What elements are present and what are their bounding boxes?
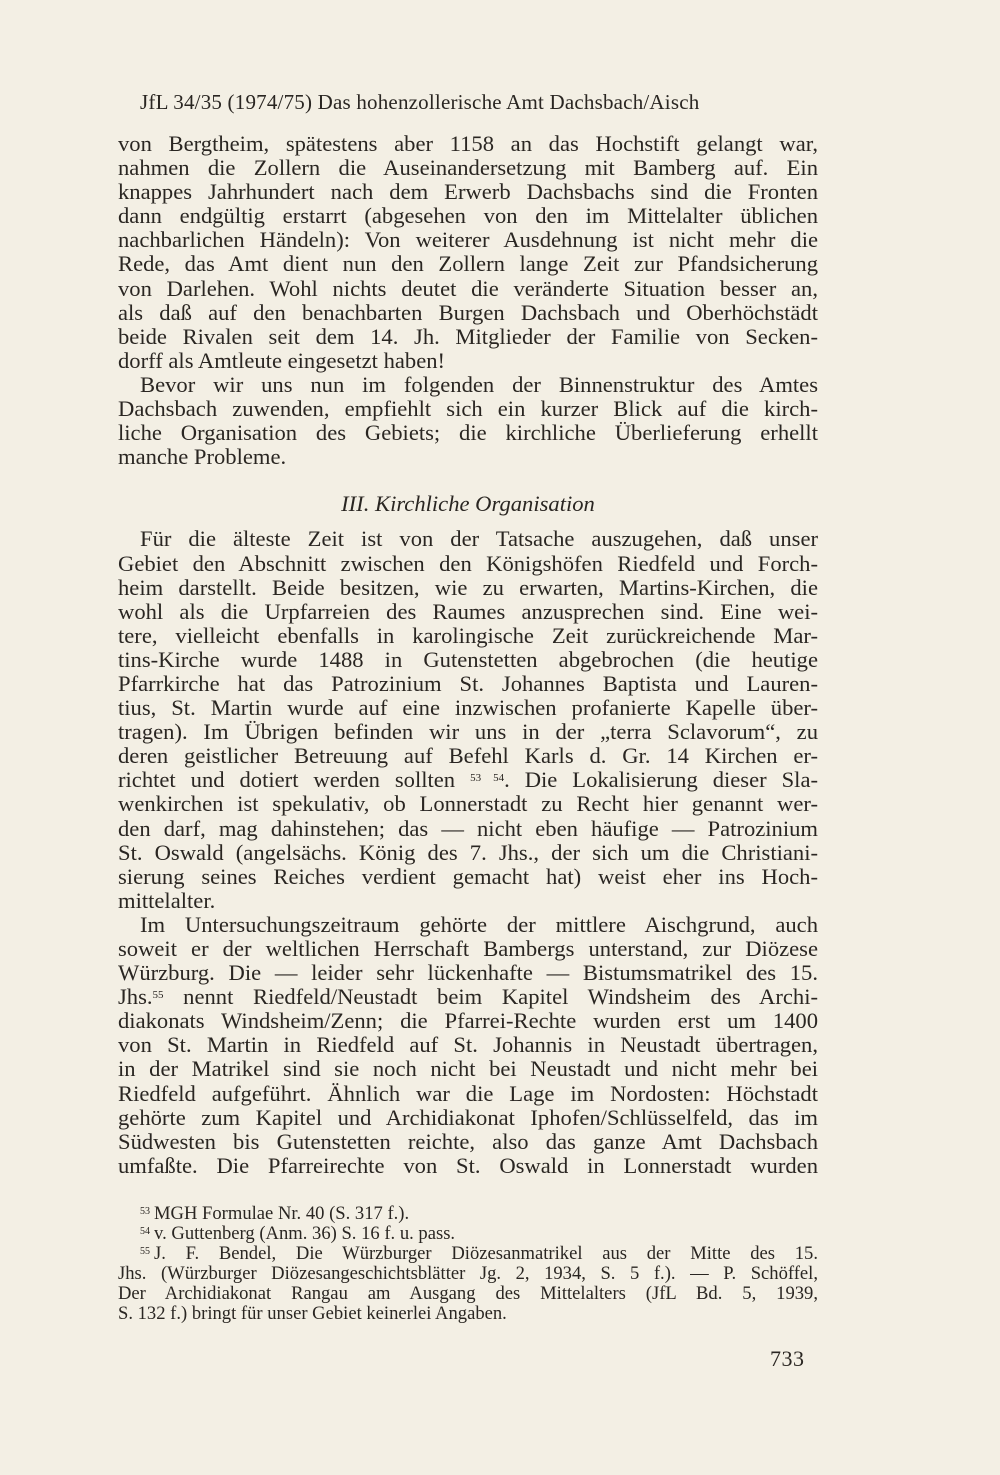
text-line: heim darstellt. Beide besitzen, wie zu erwarten, Martins-Kirchen, die bbox=[118, 574, 818, 600]
footnote-text: J. F. Bendel, Die Würzburger Diözesanmatrikel aus der Mitte des 15. bbox=[154, 1243, 818, 1264]
text-line: tius, St. Martin wurde auf eine inzwischen profanierte Kapelle über- bbox=[118, 695, 818, 721]
footnote-number: 54 bbox=[140, 1226, 150, 1237]
text-line: tins-Kirche wurde 1488 in Gutenstetten abgebrochen (die heutige bbox=[118, 646, 818, 672]
text-line: Pfarrkirche hat das Patrozinium St. Johannes Baptista und Lauren- bbox=[118, 670, 818, 696]
text-line: gehörte zum Kapitel und Archidiakonat Iphofen/Schlüsselfeld, das im bbox=[118, 1104, 818, 1130]
running-header: JfL 34/35 (1974/75) Das hohenzollerische Amt Dachsbach/Aisch bbox=[140, 90, 700, 114]
text-line bbox=[118, 985, 818, 1009]
text-line: nachbarlichen Händeln): Von weiterer Ausdehnung ist nicht mehr die bbox=[118, 227, 818, 253]
text-line: diakonats Windsheim/Zenn; die Pfarrei-Rechte wurden erst um 1400 bbox=[118, 1008, 818, 1034]
text-line: mittelalter. bbox=[118, 887, 216, 913]
footnote-reference: 55 bbox=[152, 989, 164, 1002]
text-line: wohl als die Urpfarreien des Raumes anzusprechen sind. Eine wei- bbox=[118, 598, 818, 624]
body-text bbox=[118, 132, 818, 1178]
text-line: Riedfeld aufgeführt. Ähnlich war die Lage im Nordosten: Höchstadt bbox=[118, 1080, 818, 1106]
text-line: Gebiet den Abschnitt zwischen den Königshöfen Riedfeld und Forch- bbox=[118, 550, 818, 576]
section-heading: III. Kirchliche Organisation bbox=[341, 491, 595, 517]
paragraph-1 bbox=[118, 132, 818, 373]
footnote-54 bbox=[118, 1224, 818, 1244]
text-line: Bevor wir uns nun im folgenden der Binnenstruktur des Amtes bbox=[140, 371, 818, 397]
footnote-number: 55 bbox=[140, 1246, 150, 1257]
text-span: Jhs. bbox=[118, 984, 153, 1010]
paragraph-4 bbox=[118, 913, 818, 1178]
text-line: beide Rivalen seit dem 14. Jh. Mitglieder der Familie von Secken- bbox=[118, 323, 818, 349]
text-line: tere, vielleicht ebenfalls in karolingische Zeit zurückreichende Mar- bbox=[118, 622, 818, 648]
text-line: von St. Martin in Riedfeld auf St. Johannis in Neustadt übertragen, bbox=[118, 1032, 818, 1058]
text-line: Rede, das Amt dient nun den Zollern lange Zeit zur Pfandsicherung bbox=[118, 251, 818, 277]
text-line: Südwesten bis Gutenstetten reichte, also das ganze Amt Dachsbach bbox=[118, 1128, 818, 1154]
footnotes bbox=[118, 1204, 818, 1324]
paragraph-3 bbox=[118, 527, 818, 913]
footnote-reference: 53 54 bbox=[470, 772, 505, 785]
text-line: von Darlehen. Wohl nichts deutet die veränderte Situation besser an, bbox=[118, 275, 818, 301]
text-line: in der Matrikel sind sie noch nicht bei Neustadt und nicht mehr bei bbox=[118, 1056, 818, 1082]
text-line: dorff als Amtleute eingesetzt haben! bbox=[118, 347, 446, 373]
text-line bbox=[118, 768, 818, 792]
footnote-53 bbox=[118, 1204, 818, 1224]
footnote-text: v. Guttenberg (Anm. 36) S. 16 f. u. pass. bbox=[154, 1223, 456, 1244]
text-span: . Die Lokalisierung dieser Sla- bbox=[504, 767, 818, 793]
paragraph-2 bbox=[118, 373, 818, 469]
footnote-line: Der Archidiakonat Rangau am Ausgang des Mittelalters (JfL Bd. 5, 1939, bbox=[118, 1283, 818, 1304]
footnote-number: 53 bbox=[140, 1206, 150, 1217]
text-line: Für die älteste Zeit ist von der Tatsache auszugehen, daß unser bbox=[140, 526, 818, 552]
text-line: von Bergtheim, spätestens aber 1158 an das Hochstift gelangt war, bbox=[118, 131, 818, 156]
text-line: Im Untersuchungszeitraum gehörte der mittlere Aischgrund, auch bbox=[140, 911, 818, 937]
text-line: Würzburg. Die — leider sehr lückenhafte — Bistumsmatrikel des 15. bbox=[118, 960, 818, 986]
text-line: soweit er der weltlichen Herrschaft Bambergs unterstand, zur Diözese bbox=[118, 936, 818, 961]
text-span: richtet und dotiert werden sollten bbox=[118, 767, 456, 793]
text-line: nahmen die Zollern die Auseinandersetzung mit Bamberg auf. Ein bbox=[118, 155, 818, 181]
text-line: tragen). Im Übrigen befinden wir uns in der „terra Sclavorum“, zu bbox=[118, 719, 818, 745]
text-span: nennt Riedfeld/Neustadt beim Kapitel Windsheim des Archi- bbox=[163, 984, 818, 1010]
text-line: Dachsbach zuwenden, empfiehlt sich ein kurzer Blick auf die kirch- bbox=[118, 396, 818, 422]
footnote-55 bbox=[118, 1244, 818, 1324]
text-line: sierung seines Reiches verdient gemacht hat) weist eher ins Hoch- bbox=[118, 863, 818, 889]
footnote-line bbox=[118, 1244, 818, 1264]
text-line: deren geistlicher Betreuung auf Befehl Karls d. Gr. 14 Kirchen er- bbox=[118, 743, 818, 769]
text-line: knappes Jahrhundert nach dem Erwerb Dachsbachs sind die Fronten bbox=[118, 179, 818, 205]
text-line: dann endgültig erstarrt (abgesehen von den im Mittelalter üblichen bbox=[118, 203, 818, 229]
text-line: umfaßte. Die Pfarreirechte von St. Oswald in Lonnerstadt wurden bbox=[118, 1152, 818, 1178]
footnote-text: MGH Formulae Nr. 40 (S. 317 f.). bbox=[154, 1203, 410, 1224]
text-line: liche Organisation des Gebiets; die kirchliche Überlieferung erhellt bbox=[118, 420, 818, 446]
text-line: manche Probleme. bbox=[118, 444, 287, 470]
footnote-line: S. 132 f.) bringt für unser Gebiet keinerlei Angaben. bbox=[118, 1303, 507, 1324]
text-line: als daß auf den benachbarten Burgen Dachsbach und Oberhöchstädt bbox=[118, 299, 818, 325]
text-line: den darf, mag dahinstehen; das — nicht eben häufige — Patrozinium bbox=[118, 815, 818, 841]
text-line: wenkirchen ist spekulativ, ob Lonnerstadt zu Recht hier genannt wer- bbox=[118, 791, 818, 817]
page-number: 733 bbox=[770, 1346, 805, 1371]
text-line: St. Oswald (angelsächs. König des 7. Jhs., der sich um die Christiani- bbox=[118, 839, 818, 865]
footnote-line: Jhs. (Würzburger Diözesangeschichtsblätter Jg. 2, 1934, S. 5 f.). — P. Schöffel, bbox=[118, 1263, 818, 1284]
